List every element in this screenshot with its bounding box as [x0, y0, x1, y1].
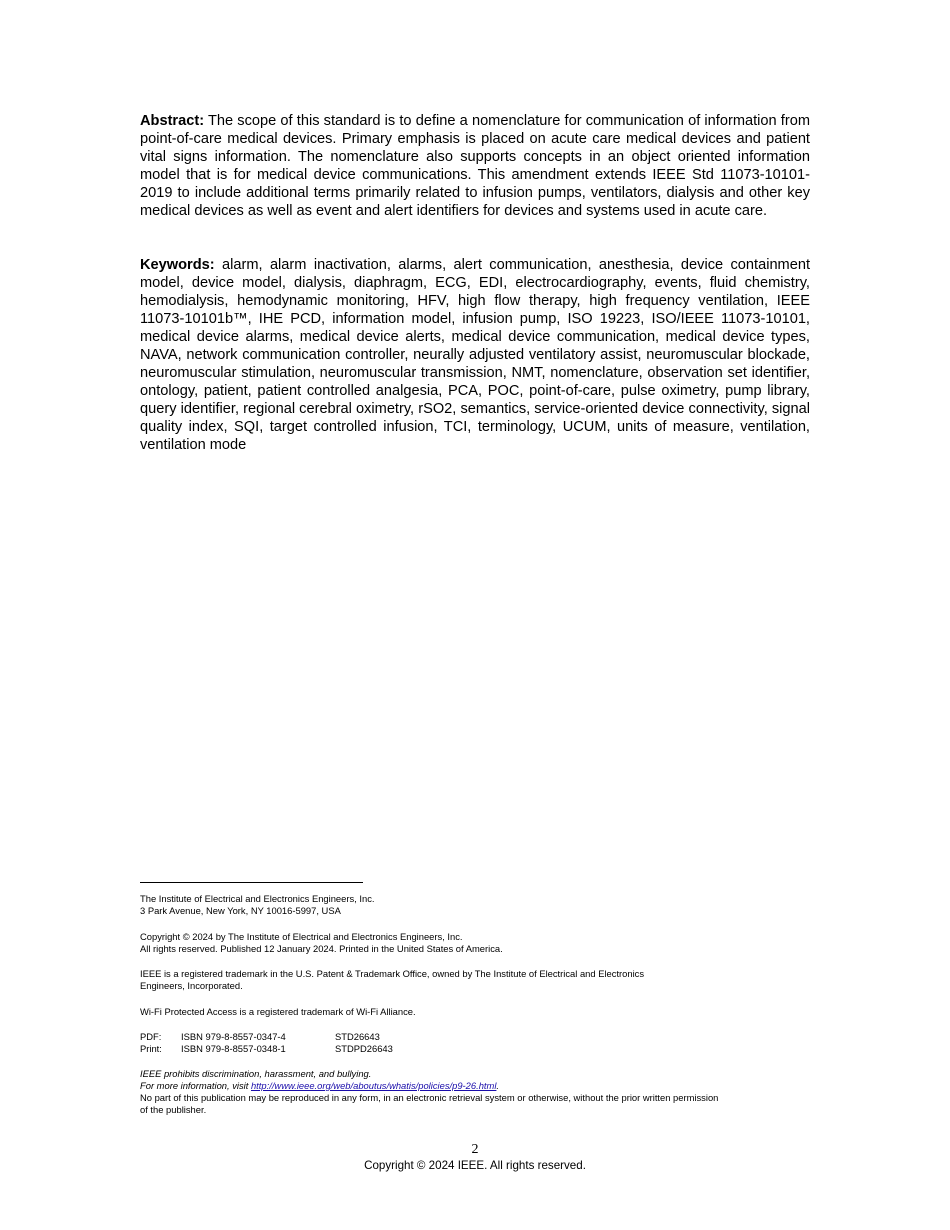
reproduction-notice-line-1: No part of this publication may be reproduced in any form, in an electronic retrieval system or otherwise, without the prior written permission: [140, 1092, 719, 1103]
keywords-label: Keywords:: [140, 257, 215, 273]
isbn-code: STDPD26643: [335, 1043, 393, 1054]
publisher-block: [140, 893, 812, 917]
wifi-trademark-line: Wi-Fi Protected Access is a registered trademark of Wi-Fi Alliance.: [140, 1006, 416, 1017]
reproduction-notice-line-2: of the publisher.: [140, 1104, 207, 1115]
page-number: 2: [471, 1142, 479, 1157]
policy-line: IEEE prohibits discrimination, harassment, and bullying.: [140, 1068, 372, 1079]
ieee-trademark-block: [140, 968, 812, 992]
isbn-row-pdf: [140, 1031, 812, 1043]
more-info-suffix: .: [496, 1080, 500, 1091]
more-info-line: [140, 1080, 812, 1092]
policy-link[interactable]: http://www.ieee.org/web/aboutus/whatis/policies/p9-26.html: [250, 1080, 497, 1091]
copyright-block: [140, 931, 812, 955]
footer-copyright: Copyright © 2024 IEEE. All rights reserved.: [364, 1159, 586, 1172]
isbn-number: ISBN 979-8-8557-0348-1: [181, 1043, 286, 1054]
abstract-paragraph: [140, 112, 810, 220]
abstract-text: The scope of this standard is to define a nomenclature for communication of information from point-of-care medical devices. Primary emphasis is placed on acute care medical devices and patient vital signs information. The nomenclature also supports concepts in an object oriented information model that is for medical device communications. This amendment extends IEEE Std 11073-10101-2019 to include additional terms primarily related to infusion pumps, ventilators, dialysis and other key medical devices as well as event and alert identifiers for devices and systems used in acute care.: [140, 113, 810, 219]
abstract-label: Abstract:: [140, 113, 205, 129]
ieee-trademark-line-1: IEEE is a registered trademark in the U.S. Patent & Trademark Office, owned by The Institute of Electrical and Electronics: [140, 968, 645, 979]
wifi-trademark-block: [140, 1006, 812, 1018]
isbn-number: ISBN 979-8-8557-0347-4: [181, 1031, 286, 1042]
isbn-table: [140, 1031, 812, 1055]
footnote-divider: [140, 882, 363, 883]
ieee-trademark-line-2: Engineers, Incorporated.: [140, 980, 243, 991]
publisher-address: 3 Park Avenue, New York, NY 10016-5997, USA: [140, 905, 341, 916]
publisher-name: The Institute of Electrical and Electronics Engineers, Inc.: [140, 893, 375, 904]
more-info-prefix: For more information, visit: [140, 1080, 251, 1091]
isbn-format: Print:: [140, 1043, 162, 1054]
keywords-paragraph: [140, 256, 810, 454]
isbn-row-print: [140, 1043, 812, 1055]
isbn-code: STD26643: [335, 1031, 380, 1042]
keywords-text: alarm, alarm inactivation, alarms, alert communication, anesthesia, device containment model, device model, dialysis, diaphragm, ECG, EDI, electrocardiography, events, fluid chemistry, hemodialysis, hemodynamic monitoring, HFV, high flow therapy, high frequency ventilation, IEEE 11073-10101b™, IHE PCD, information model, infusion pump, ISO 19223, ISO/IEEE 11073-10101, medical device alarms, medical device alerts, medical device communication, medical device types, NAVA, network communication controller, neurally adjusted ventilatory assist, neuromuscular blockade, neuromuscular stimulation, neuromuscular transmission, NMT, nomenclature, observation set identifier, ontology, patient, patient controlled analgesia, PCA, POC, point-of-care, pulse oximetry, pump library, query identifier, regional cerebral oximetry, rSO2, semantics, service-oriented device connectivity, signal quality index, SQI, target controlled infusion, TCI, terminology, UCUM, units of measure, ventilation, ventilation mode: [140, 257, 810, 453]
isbn-format: PDF:: [140, 1031, 162, 1042]
copyright-line: Copyright © 2024 by The Institute of Electrical and Electronics Engineers, Inc.: [140, 931, 463, 942]
rights-line: All rights reserved. Published 12 January 2024. Printed in the United States of America.: [140, 943, 503, 954]
policy-block: [140, 1068, 812, 1116]
